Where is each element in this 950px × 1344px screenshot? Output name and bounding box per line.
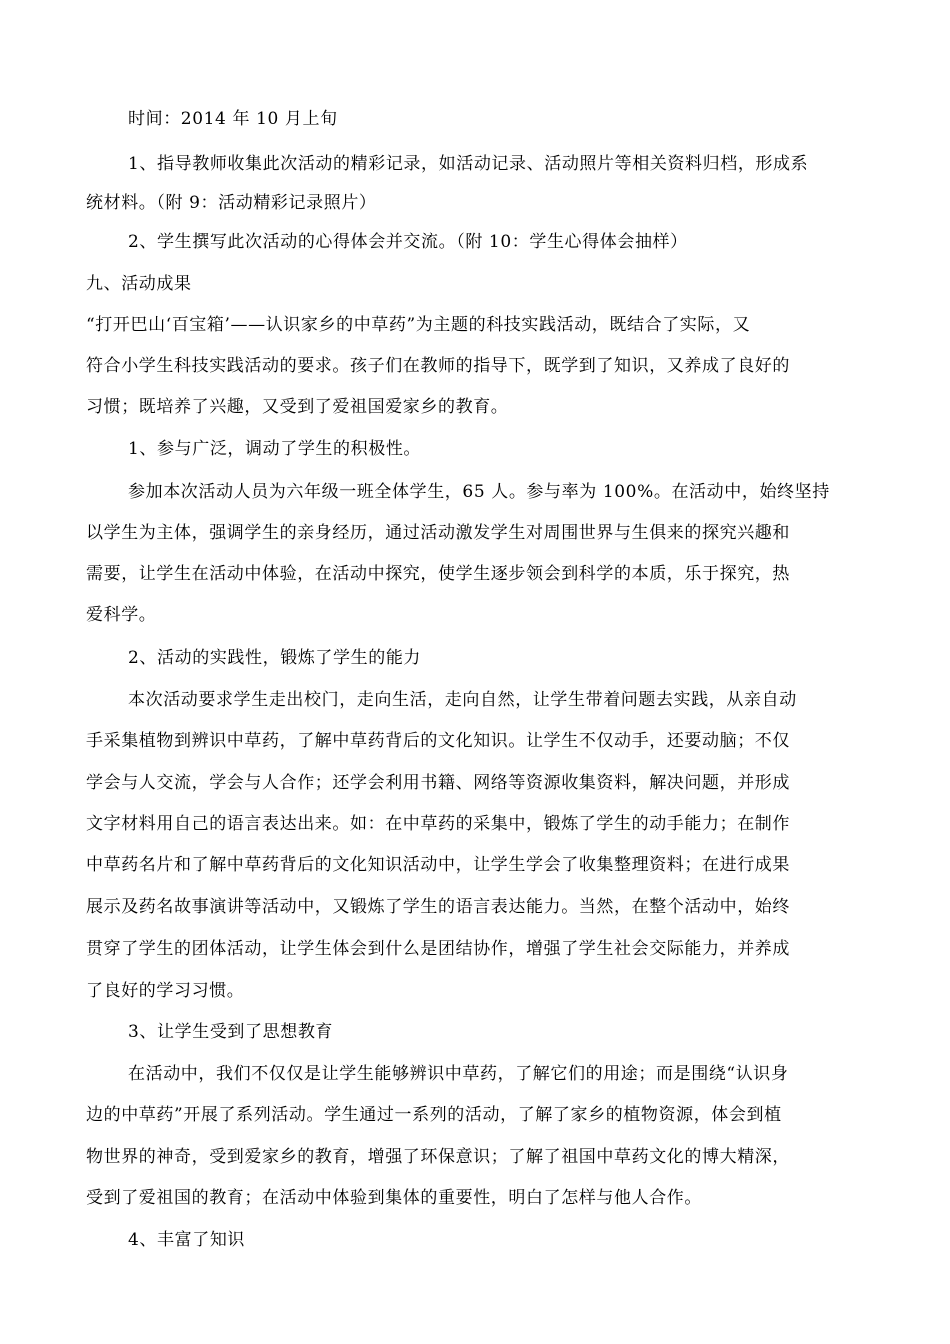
paragraph-line: 习惯；既培养了兴趣，又受到了爱祖国爱家乡的教育。 (86, 397, 509, 417)
subheading: 1、参与广泛，调动了学生的积极性。 (128, 439, 422, 459)
paragraph-line: 展示及药名故事演讲等活动中，又锻炼了学生的语言表达能力。当然，在整个活动中，始终 (86, 897, 790, 917)
paragraph-line: 本次活动要求学生走出校门，走向生活，走向自然，让学生带着问题去实践，从亲自动 (128, 690, 797, 710)
subheading: 3、让学生受到了思想教育 (128, 1022, 334, 1042)
paragraph-line: 了良好的学习习惯。 (86, 981, 245, 1001)
paragraph-line: 中草药名片和了解中草药背后的文化知识活动中，让学生学会了收集整理资料；在进行成果 (86, 855, 790, 875)
paragraph-line: 以学生为主体，强调学生的亲身经历，通过活动激发学生对周围世界与生俱来的探究兴趣和 (86, 523, 790, 543)
paragraph-line: 2、学生撰写此次活动的心得体会并交流。（附 10：学生心得体会抽样） (128, 232, 688, 252)
paragraph-line: 1、指导教师收集此次活动的精彩记录，如活动记录、活动照片等相关资料归档，形成系 (128, 154, 809, 174)
subheading: 2、活动的实践性，锻炼了学生的能力 (128, 648, 422, 668)
paragraph-line: “打开巴山‘百宝箱’——认识家乡的中草药”为主题的科技实践活动，既结合了实际，又 (86, 315, 751, 335)
paragraph-line: 在活动中，我们不仅仅是让学生能够辨识中草药，了解它们的用途；而是围绕“认识身 (128, 1064, 789, 1084)
time-line: 时间：2014 年 10 月上旬 (128, 109, 338, 129)
subheading: 4、丰富了知识 (128, 1230, 246, 1250)
paragraph-line: 手采集植物到辨识中草药，了解中草药背后的文化知识。让学生不仅动手，还要动脑；不仅 (86, 731, 790, 751)
paragraph-line: 爱科学。 (86, 605, 157, 625)
paragraph-line: 符合小学生科技实践活动的要求。孩子们在教师的指导下，既学到了知识，又养成了良好的 (86, 356, 790, 376)
paragraph-line: 文字材料用自己的语言表达出来。如：在中草药的采集中，锻炼了学生的动手能力；在制作 (86, 814, 790, 834)
paragraph-line: 参加本次活动人员为六年级一班全体学生，65 人。参与率为 100%。在活动中，始终坚持 (128, 482, 830, 502)
paragraph-line: 边的中草药”开展了系列活动。学生通过一系列的活动，了解了家乡的植物资源，体会到植 (86, 1105, 782, 1125)
paragraph-line: 学会与人交流，学会与人合作；还学会利用书籍、网络等资源收集资料，解决问题，并形成 (86, 773, 790, 793)
paragraph-line: 物世界的神奇，受到爱家乡的教育，增强了环保意识；了解了祖国中草药文化的博大精深， (86, 1147, 790, 1167)
section-heading: 九、活动成果 (86, 274, 192, 294)
paragraph-line: 统材料。（附 9：活动精彩记录照片） (86, 193, 377, 213)
paragraph-line: 贯穿了学生的团体活动，让学生体会到什么是团结协作，增强了学生社会交际能力，并养成 (86, 939, 790, 959)
paragraph-line: 需要，让学生在活动中体验，在活动中探究，使学生逐步领会到科学的本质，乐于探究，热 (86, 564, 790, 584)
paragraph-line: 受到了爱祖国的教育；在活动中体验到集体的重要性，明白了怎样与他人合作。 (86, 1188, 702, 1208)
